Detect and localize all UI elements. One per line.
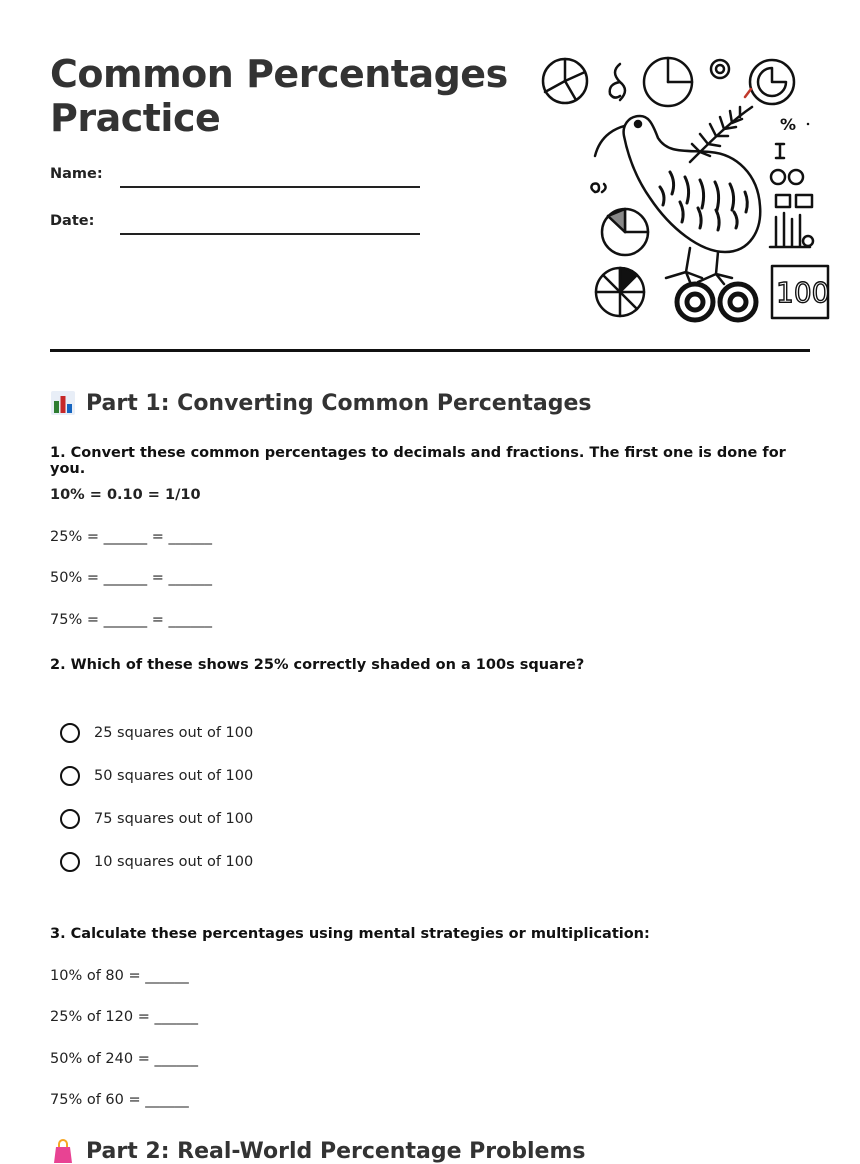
red-accent-icon xyxy=(745,89,751,97)
name-label: Name: xyxy=(50,166,103,182)
q2-option-2[interactable] xyxy=(60,766,253,786)
bottom-pie-icon xyxy=(596,268,644,316)
left-pie-icon xyxy=(602,209,648,255)
q2-option-1[interactable] xyxy=(60,723,253,743)
q3-prompt: 3. Calculate these percentages using mental strategies or multiplication: xyxy=(50,926,650,942)
radio-button[interactable] xyxy=(60,723,80,743)
header-divider xyxy=(50,349,810,352)
shopping-bag-icon xyxy=(50,1138,76,1164)
part1-title-text: Part 1: Converting Common Percentages xyxy=(86,390,592,416)
percent-symbol: % xyxy=(780,115,797,134)
q2-option-3[interactable] xyxy=(60,809,253,829)
q1-prompt: 1. Convert these common percentages to decimals and fractions. The first one is done for you. xyxy=(50,445,786,477)
q1-example: 10% = 0.10 = 1/10 xyxy=(50,487,201,503)
part2-title xyxy=(50,1138,585,1164)
bar-chart-icon xyxy=(50,390,76,416)
title-line-1: Common Percentages xyxy=(50,52,508,96)
name-field-line[interactable] xyxy=(120,186,420,188)
date-field-line[interactable] xyxy=(120,233,420,235)
pie-chart-icon xyxy=(543,59,587,103)
right-pie-icon xyxy=(750,60,794,104)
worksheet-title xyxy=(50,52,508,140)
q3-line-4[interactable]: 75% of 60 = ______ xyxy=(50,1092,189,1108)
q3-line-3[interactable]: 50% of 240 = ______ xyxy=(50,1051,198,1067)
kiwi-math-illustration xyxy=(540,52,830,328)
hundred-label: 100 xyxy=(776,276,830,309)
base-spiral-icon xyxy=(677,284,756,320)
q2-option-label: 25 squares out of 100 xyxy=(94,725,254,741)
q2-option-label: 75 squares out of 100 xyxy=(94,811,254,827)
kiwi-bird-icon xyxy=(595,116,760,284)
left-swirl-icon xyxy=(591,184,605,193)
q1-line-75[interactable]: 75% = ______ = ______ xyxy=(50,612,212,628)
part1-title xyxy=(50,390,592,416)
part2-title-text: Part 2: Real-World Percentage Problems xyxy=(86,1138,586,1164)
title-line-2: Practice xyxy=(50,96,221,140)
q3-line-1[interactable]: 10% of 80 = ______ xyxy=(50,968,189,984)
q1-line-50[interactable]: 50% = ______ = ______ xyxy=(50,570,212,586)
radio-button[interactable] xyxy=(60,766,80,786)
swirl-icon xyxy=(610,64,625,100)
q2-option-label: 10 squares out of 100 xyxy=(94,854,254,870)
q3-line-2[interactable]: 25% of 120 = ______ xyxy=(50,1009,198,1025)
q2-option-label: 50 squares out of 100 xyxy=(94,768,254,784)
q2-prompt: 2. Which of these shows 25% correctly shaded on a 100s square? xyxy=(50,657,585,673)
quarter-pie-icon xyxy=(644,58,692,106)
radio-button[interactable] xyxy=(60,852,80,872)
spiral-icon xyxy=(711,60,729,78)
q1-line-25[interactable]: 25% = ______ = ______ xyxy=(50,529,212,545)
radio-button[interactable] xyxy=(60,809,80,829)
date-label: Date: xyxy=(50,213,95,229)
q2-option-4[interactable] xyxy=(60,852,253,872)
